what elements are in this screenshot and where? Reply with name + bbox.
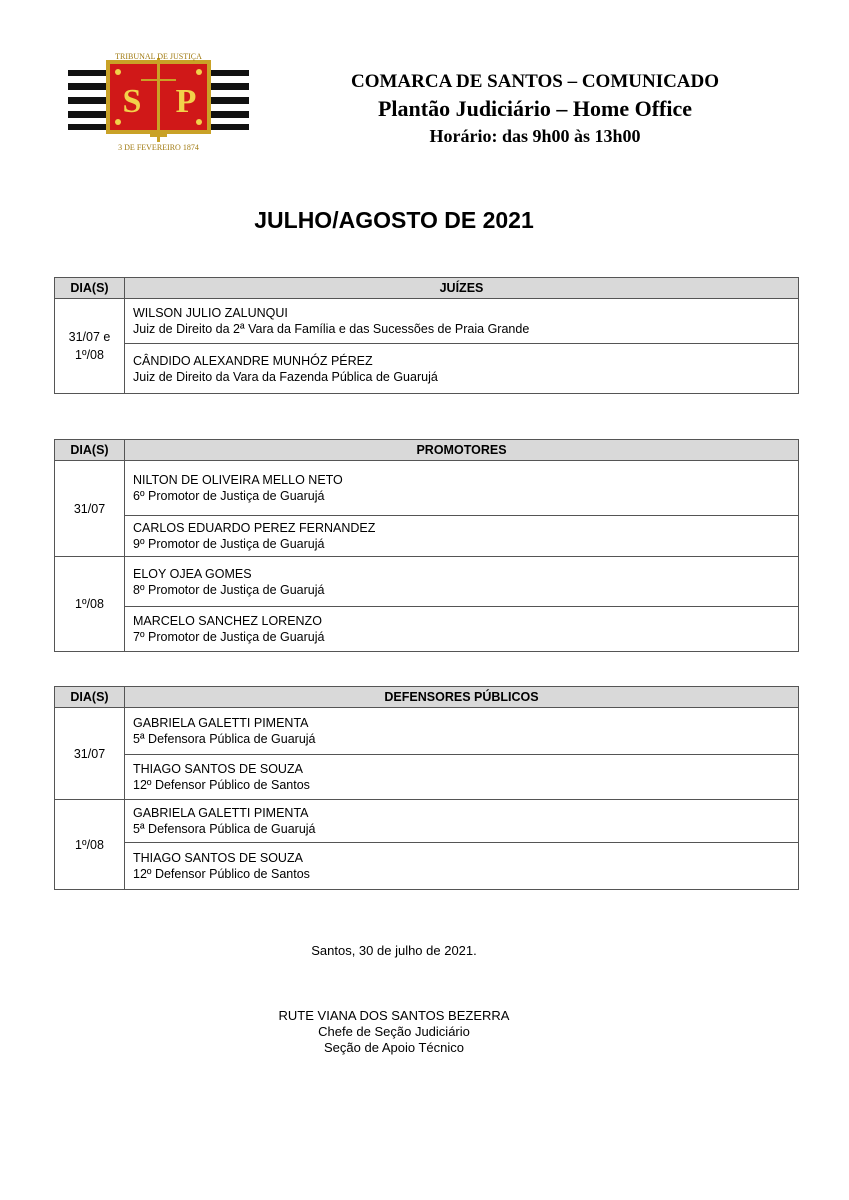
person-cell [125, 557, 799, 607]
day-cell [55, 299, 125, 394]
person-name: THIAGO SANTOS DE SOUZA [133, 851, 303, 865]
public-defenders-table [54, 686, 799, 890]
day-label: 31/07 [73, 746, 106, 761]
column-header-days: DIA(S) [55, 278, 125, 299]
logo-top-text: TRIBUNAL DE JUSTIÇA [115, 52, 202, 61]
person-cell [125, 344, 799, 394]
judges-table [54, 277, 799, 394]
day-label: 1º/08 [75, 597, 104, 611]
person-cell [125, 607, 799, 652]
table-row [55, 516, 799, 557]
day-cell [55, 800, 125, 890]
table-row [55, 461, 799, 516]
table-row [55, 299, 799, 344]
person-role: Juiz de Direito da Vara da Fazenda Pública de Guarujá [133, 369, 438, 384]
person-role: 8º Promotor de Justiça de Guarujá [133, 582, 325, 597]
person-cell [125, 755, 799, 800]
column-header-days: DIA(S) [55, 440, 125, 461]
logo-bottom-text: 3 DE FEVEREIRO 1874 [118, 143, 199, 152]
prosecutors-table [54, 439, 799, 652]
person-cell [125, 516, 799, 557]
person-cell [125, 800, 799, 843]
header-line-1: COMARCA DE SANTOS – COMUNICADO [350, 71, 720, 92]
header-line-2: Plantão Judiciário – Home Office [377, 96, 693, 121]
signer-department: Seção de Apoio Técnico [324, 1040, 464, 1055]
table-row [55, 755, 799, 800]
table-row [55, 607, 799, 652]
person-name: ELOY OJEA GOMES [133, 566, 252, 581]
person-role: 12º Defensor Público de Santos [133, 867, 310, 881]
person-name: MARCELO SANCHEZ LORENZO [133, 614, 322, 628]
signer-title: Chefe de Seção Judiciário [318, 1024, 470, 1039]
person-name: NILTON DE OLIVEIRA MELLO NETO [133, 473, 343, 487]
table-row [55, 800, 799, 843]
header-line-3: Horário: das 9h00 às 13h00 [429, 126, 641, 146]
person-cell [125, 461, 799, 516]
page-title: JULHO/AGOSTO DE 2021 [254, 207, 534, 233]
day-label: 31/07 [73, 501, 106, 516]
logo-letter-p: P [175, 83, 197, 120]
person-role: 9º Promotor de Justiça de Guarujá [133, 537, 325, 551]
table-row [55, 843, 799, 890]
person-name: CARLOS EDUARDO PEREZ FERNANDEZ [133, 521, 376, 535]
column-header-defenders: DEFENSORES PÚBLICOS [125, 687, 799, 708]
signer-name: RUTE VIANA DOS SANTOS BEZERRA [278, 1008, 510, 1023]
person-name: CÂNDIDO ALEXANDRE MUNHÓZ PÉREZ [133, 353, 373, 368]
person-name: GABRIELA GALETTI PIMENTA [133, 806, 309, 820]
person-cell [125, 843, 799, 890]
signature-block [0, 1008, 788, 1056]
person-name: GABRIELA GALETTI PIMENTA [133, 716, 309, 730]
person-name: THIAGO SANTOS DE SOUZA [133, 762, 303, 776]
person-role: 6º Promotor de Justiça de Guarujá [133, 489, 325, 503]
person-cell [125, 708, 799, 755]
document-header [300, 70, 770, 148]
day-label: 1º/08 [75, 837, 104, 852]
person-role: 5ª Defensora Pública de Guarujá [133, 732, 316, 746]
person-name: WILSON JULIO ZALUNQUI [133, 306, 288, 320]
day-cell [55, 708, 125, 800]
column-header-judges: JUÍZES [125, 278, 799, 299]
day-cell [55, 557, 125, 652]
person-role: 7º Promotor de Justiça de Guarujá [133, 630, 325, 644]
person-role: 5ª Defensora Pública de Guarujá [133, 822, 316, 836]
person-cell [125, 299, 799, 344]
table-row [55, 344, 799, 394]
table-row [55, 557, 799, 607]
person-role: Juiz de Direito da 2ª Vara da Família e das Sucessões de Praia Grande [133, 322, 530, 336]
tribunal-logo [66, 50, 251, 160]
place-date: Santos, 30 de julho de 2021. [311, 943, 477, 958]
day-cell [55, 461, 125, 557]
logo-letter-s: S [122, 83, 142, 120]
table-row [55, 708, 799, 755]
day-label: 31/07 e 1º/08 [68, 330, 111, 362]
person-role: 12º Defensor Público de Santos [133, 778, 310, 792]
column-header-prosecutors: PROMOTORES [125, 440, 799, 461]
column-header-days: DIA(S) [55, 687, 125, 708]
